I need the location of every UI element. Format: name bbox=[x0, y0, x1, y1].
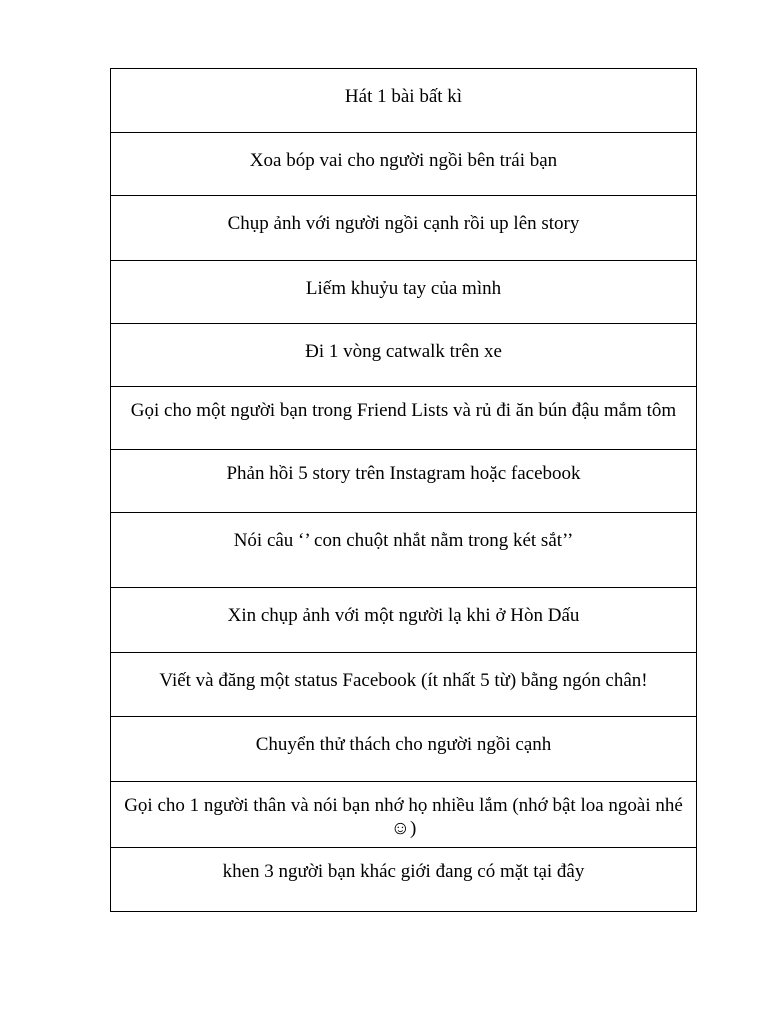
challenge-cell bbox=[111, 450, 697, 513]
table-row bbox=[111, 782, 697, 848]
challenge-text: Đi 1 vòng catwalk trên xe bbox=[305, 341, 502, 362]
table-row bbox=[111, 653, 697, 717]
challenge-cell bbox=[111, 653, 697, 717]
table-row bbox=[111, 196, 697, 261]
challenge-cell bbox=[111, 133, 697, 196]
challenge-cell bbox=[111, 196, 697, 261]
table-row bbox=[111, 387, 697, 450]
table-row bbox=[111, 261, 697, 324]
challenge-text: Chụp ảnh với người ngồi cạnh rồi up lên story bbox=[227, 213, 580, 234]
challenge-cell bbox=[111, 387, 697, 450]
challenge-cell bbox=[111, 69, 697, 133]
challenge-text: Xin chụp ảnh với một người lạ khi ở Hòn Dấu bbox=[227, 605, 580, 626]
challenge-table bbox=[110, 68, 697, 912]
challenge-cell bbox=[111, 261, 697, 324]
challenge-text: khen 3 người bạn khác giới đang có mặt tại đây bbox=[222, 861, 585, 882]
challenge-text: Chuyển thử thách cho người ngồi cạnh bbox=[255, 734, 552, 755]
challenge-text: Hát 1 bài bất kì bbox=[344, 86, 463, 107]
challenge-text: Gọi cho 1 người thân và nói bạn nhớ họ nhiều lắm (nhớ bật loa ngoài nhé ☺) bbox=[124, 795, 683, 839]
table-row bbox=[111, 450, 697, 513]
table-row bbox=[111, 513, 697, 588]
table-row bbox=[111, 69, 697, 133]
challenge-cell bbox=[111, 848, 697, 912]
challenge-text: Nói câu ‘’ con chuột nhắt nằm trong két sắt’’ bbox=[233, 530, 574, 551]
challenge-text: Phản hồi 5 story trên Instagram hoặc facebook bbox=[226, 463, 581, 484]
challenge-cell bbox=[111, 513, 697, 588]
challenge-text: Gọi cho một người bạn trong Friend Lists và rủ đi ăn bún đậu mắm tôm bbox=[130, 400, 677, 421]
challenge-text: Xoa bóp vai cho người ngồi bên trái bạn bbox=[249, 150, 558, 171]
challenge-text: Viết và đăng một status Facebook (ít nhất 5 từ) bằng ngón chân! bbox=[159, 670, 648, 691]
table-row bbox=[111, 848, 697, 912]
challenge-cell bbox=[111, 782, 697, 848]
challenge-cell bbox=[111, 324, 697, 387]
table-row bbox=[111, 717, 697, 782]
table-row bbox=[111, 133, 697, 196]
challenge-cell bbox=[111, 588, 697, 653]
table-row bbox=[111, 588, 697, 653]
table-row bbox=[111, 324, 697, 387]
challenge-cell bbox=[111, 717, 697, 782]
challenge-text: Liếm khuỷu tay của mình bbox=[305, 278, 502, 299]
